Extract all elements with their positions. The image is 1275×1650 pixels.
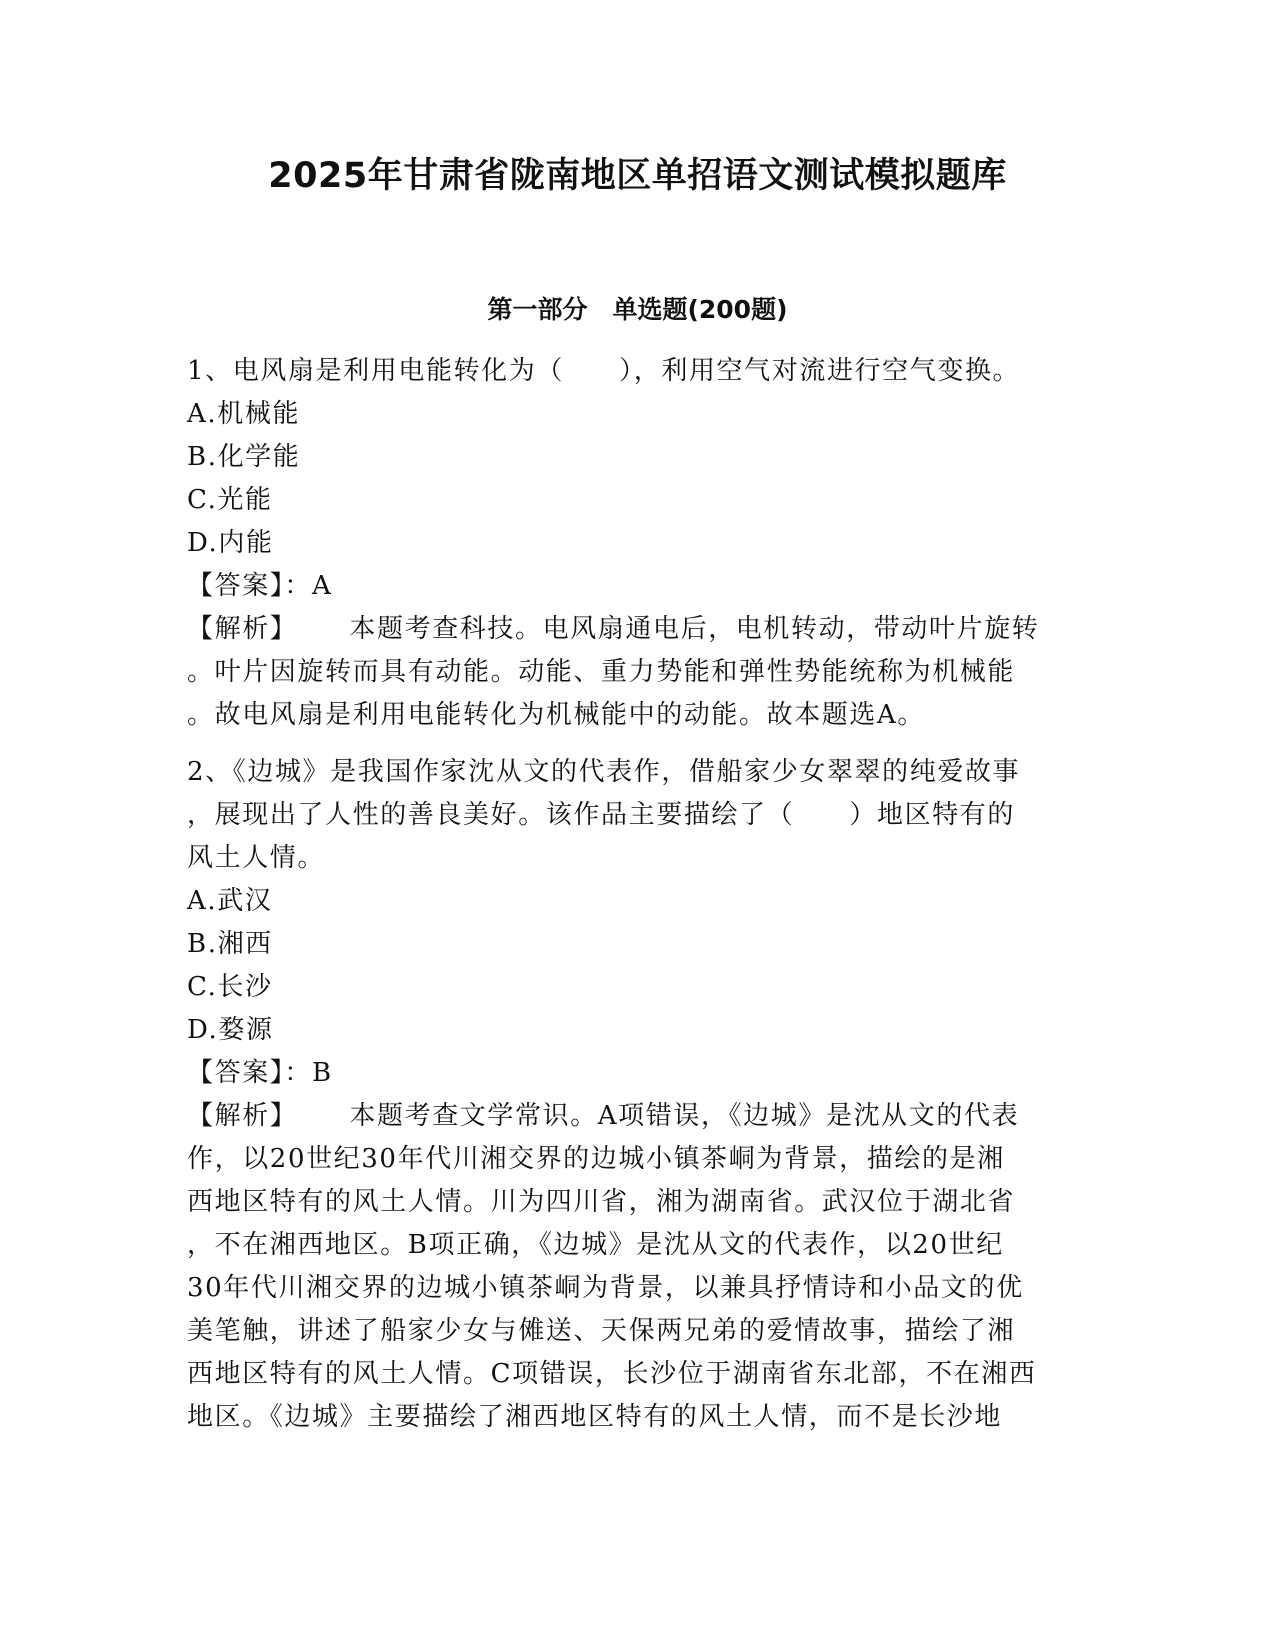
analysis-line <box>187 1095 1087 1138</box>
question-1 <box>187 350 1087 737</box>
option-d: D.内能 <box>187 528 274 558</box>
analysis-text: 本题考查文学常识。A项错误，《边城》是沈从文的代表 <box>349 1101 1020 1131</box>
analysis-text: 作，以20世纪30年代川湘交界的边城小镇茶峒为背景，描绘的是湘 <box>187 1144 1005 1174</box>
analysis-text: 本题考查科技。电风扇通电后，电机转动，带动叶片旋转 <box>349 614 1040 644</box>
document-title: 2025年甘肃省陇南地区单招语文测试模拟题库 <box>268 156 1007 196</box>
question-2 <box>187 751 1087 1439</box>
analysis-text: 西地区特有的风土人情。C项错误，长沙位于湖南省东北部，不在湘西 <box>187 1359 1037 1389</box>
analysis-text: ，不在湘西地区。B项正确，《边城》是沈从文的代表作，以20世纪 <box>187 1230 1004 1260</box>
question-stem: ，展现出了人性的善良美好。该作品主要描绘了（ ）地区特有的 <box>187 800 1016 830</box>
question-stem: 1、电风扇是利用电能转化为（ ），利用空气对流进行空气变换。 <box>187 356 1021 386</box>
analysis-text: 30年代川湘交界的边城小镇茶峒为背景，以兼具抒情诗和小品文的优 <box>187 1273 1024 1303</box>
option-c: C.光能 <box>187 485 273 515</box>
option-b: B.化学能 <box>187 442 301 472</box>
analysis-text: 。故电风扇是利用电能转化为机械能中的动能。故本题选A。 <box>187 700 925 730</box>
option-c: C.长沙 <box>187 972 273 1002</box>
question-stem: 风土人情。 <box>187 843 326 873</box>
answer-line <box>187 565 1087 608</box>
answer-label: 【答案】： <box>187 571 313 601</box>
question-stem: 2、《边城》是我国作家沈从文的代表作，借船家少女翠翠的纯爱故事 <box>187 757 1021 787</box>
analysis-text: 。叶片因旋转而具有动能。动能、重力势能和弹性势能统称为机械能 <box>187 657 1016 687</box>
answer-label: 【答案】： <box>187 1058 313 1088</box>
answer-value: B <box>312 1058 333 1088</box>
answer-line <box>187 1052 1087 1095</box>
analysis-label: 【解析】 <box>187 1101 298 1131</box>
option-b: B.湘西 <box>187 929 273 959</box>
option-a: A.机械能 <box>187 399 301 429</box>
answer-value: A <box>312 571 333 601</box>
question-list <box>187 350 1087 1439</box>
option-a: A.武汉 <box>187 886 273 916</box>
analysis-line <box>187 608 1087 651</box>
analysis-text: 美笔触，讲述了船家少女与傩送、天保两兄弟的爱情故事，描绘了湘 <box>187 1316 1016 1346</box>
analysis-text: 西地区特有的风土人情。川为四川省，湘为湖南省。武汉位于湖北省 <box>187 1187 1016 1217</box>
option-d: D.婺源 <box>187 1015 274 1045</box>
section-title: 第一部分 单选题(200题) <box>487 295 788 324</box>
analysis-label: 【解析】 <box>187 614 298 644</box>
analysis-text: 地区。《边城》主要描绘了湘西地区特有的风土人情，而不是长沙地 <box>187 1402 1003 1432</box>
